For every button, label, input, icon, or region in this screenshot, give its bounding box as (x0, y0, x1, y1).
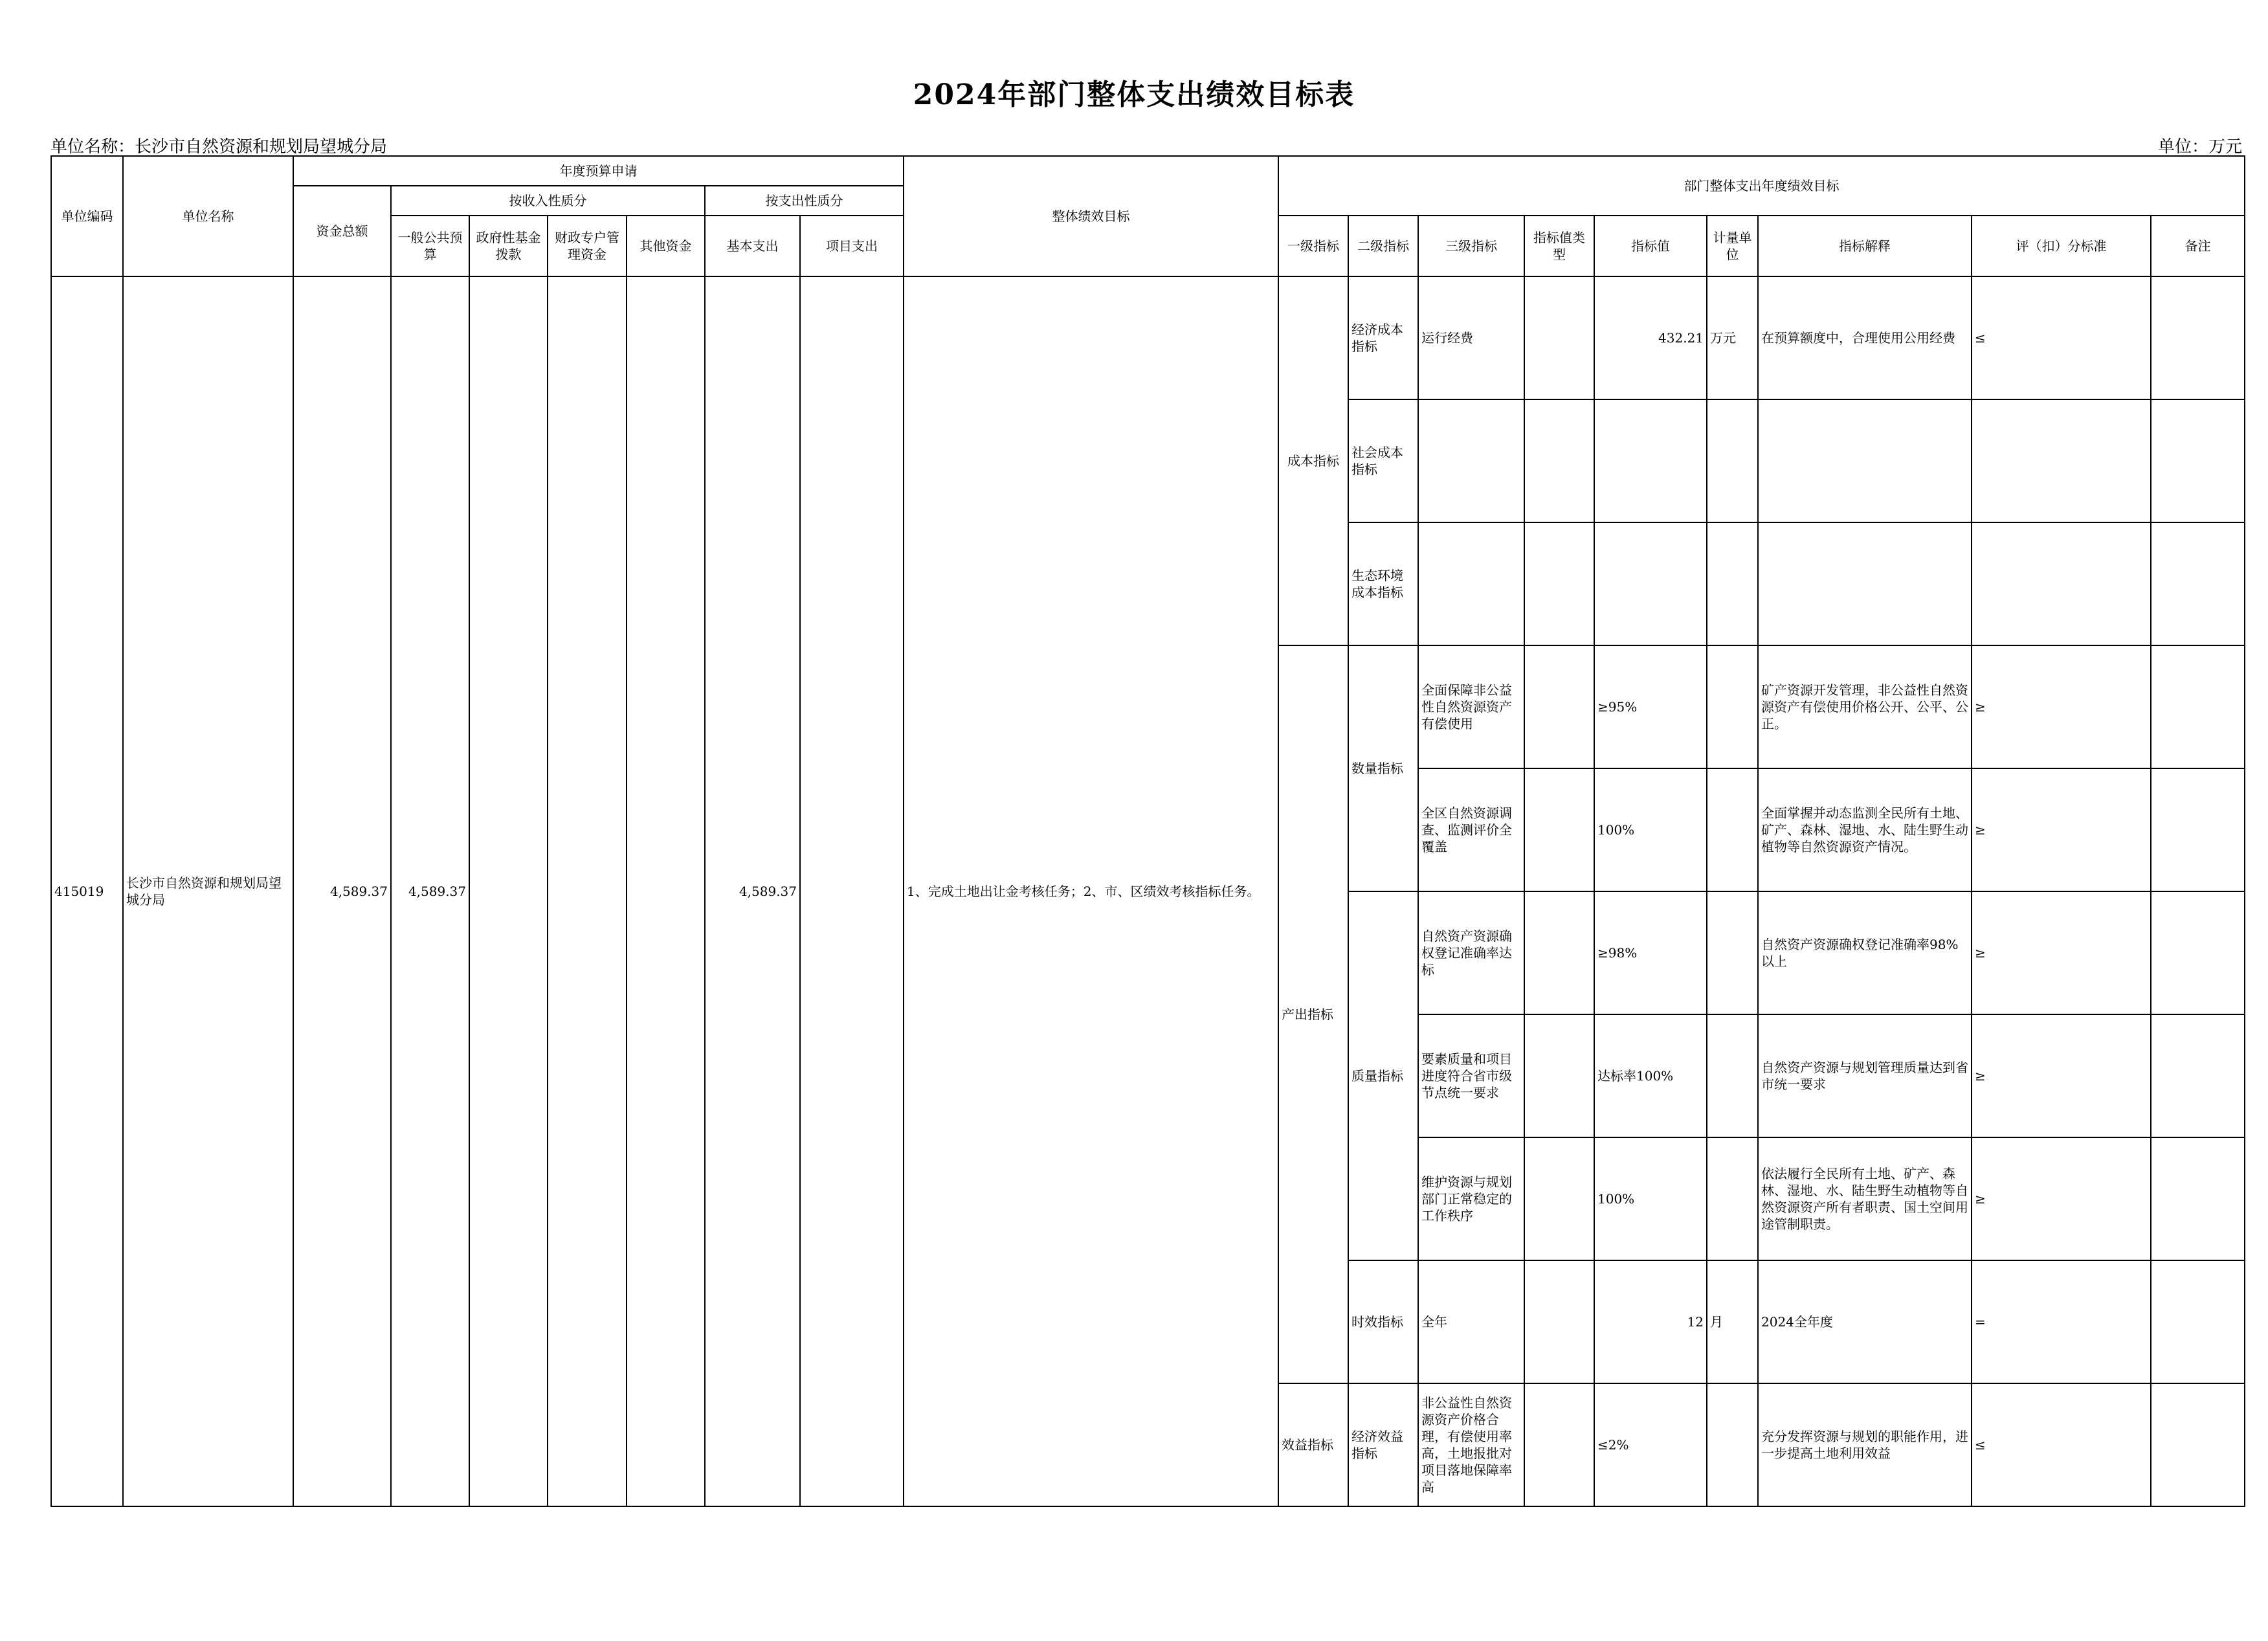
gov-fund-cell (469, 276, 548, 1506)
subgroup-economic-cost: 经济成本指标 (1348, 276, 1418, 399)
header-by-income: 按收入性质分 (391, 186, 705, 216)
table-row (51, 276, 2245, 399)
indicator-remarks (2151, 1137, 2245, 1260)
indicator-level3: 全面保障非公益性自然资源资产有偿使用 (1418, 645, 1524, 768)
indicator-scoring: ≥ (1972, 891, 2151, 1014)
indicator-scoring: ≥ (1972, 1137, 2151, 1260)
performance-table (50, 155, 2245, 1507)
header-special-mgmt: 财政专户管理资金 (548, 216, 627, 276)
indicator-value: ≥98% (1594, 891, 1707, 1014)
indicator-unit (1707, 645, 1758, 768)
indicator-unit (1707, 1014, 1758, 1137)
indicator-remarks (2151, 276, 2245, 399)
header-scoring: 评（扣）分标准 (1972, 216, 2151, 276)
group-output: 产出指标 (1278, 645, 1348, 1383)
indicator-type (1524, 1137, 1594, 1260)
unit-name-cell: 长沙市自然资源和规划局望城分局 (123, 276, 293, 1506)
group-cost: 成本指标 (1278, 276, 1348, 645)
overall-goal-cell: 1、完成土地出让金考核任务；2、市、区绩效考核指标任务。 (904, 276, 1278, 1506)
indicator-remarks (2151, 891, 2245, 1014)
indicator-remarks (2151, 645, 2245, 768)
header-explanation: 指标解释 (1758, 216, 1972, 276)
header-measure-unit: 计量单位 (1707, 216, 1758, 276)
indicator-type (1524, 1260, 1594, 1383)
special-mgmt-cell (548, 276, 627, 1506)
indicator-scoring: ≤ (1972, 1383, 2151, 1506)
indicator-explanation: 矿产资源开发管理，非公益性自然资源资产有偿使用价格公开、公平、公正。 (1758, 645, 1972, 768)
indicator-unit (1707, 768, 1758, 891)
indicator-level3: 自然资产资源确权登记准确率达标 (1418, 891, 1524, 1014)
subgroup-eco-cost: 生态环境成本指标 (1348, 522, 1418, 645)
subgroup-quantity: 数量指标 (1348, 645, 1418, 891)
indicator-value: 100% (1594, 1137, 1707, 1260)
header-dept-goal: 部门整体支出年度绩效目标 (1278, 156, 2245, 216)
header-level3: 三级指标 (1418, 216, 1524, 276)
indicator-unit (1707, 891, 1758, 1014)
indicator-type (1524, 645, 1594, 768)
indicator-unit: 万元 (1707, 276, 1758, 399)
subgroup-timeliness: 时效指标 (1348, 1260, 1418, 1383)
unit-name-line: 单位名称：长沙市自然资源和规划局望城分局 (50, 137, 388, 157)
indicator-scoring: ≥ (1972, 768, 2151, 891)
indicator-level3: 全区自然资源调查、监测评价全覆盖 (1418, 768, 1524, 891)
project-expense-cell (800, 276, 904, 1506)
indicator-remarks (2151, 768, 2245, 891)
indicator-level3: 要素质量和项目进度符合省市级节点统一要求 (1418, 1014, 1524, 1137)
subgroup-social-cost: 社会成本指标 (1348, 399, 1418, 522)
indicator-type (1524, 1383, 1594, 1506)
header-unit-name: 单位名称 (123, 156, 293, 276)
indicator-scoring: = (1972, 1260, 2151, 1383)
header-basic-expense: 基本支出 (705, 216, 800, 276)
indicator-type (1524, 768, 1594, 891)
indicator-explanation: 依法履行全民所有土地、矿产、森林、湿地、水、陆生野生动植物等自然资源资产所有者职责、国土空间用途管制职责。 (1758, 1137, 1972, 1260)
indicator-unit (1707, 1383, 1758, 1506)
header-level2: 二级指标 (1348, 216, 1418, 276)
indicator-type (1524, 1014, 1594, 1137)
indicator-value: 12 (1594, 1260, 1707, 1383)
indicator-explanation: 全面掌握并动态监测全民所有土地、矿产、森林、湿地、水、陆生野生动植物等自然资源资产情况。 (1758, 768, 1972, 891)
indicator-unit (1707, 1137, 1758, 1260)
header-other-funds: 其他资金 (627, 216, 705, 276)
header-indicator-value: 指标值 (1594, 216, 1707, 276)
indicator-explanation: 自然资产资源确权登记准确率98%以上 (1758, 891, 1972, 1014)
header-indicator-type: 指标值类型 (1524, 216, 1594, 276)
header-general-public: 一般公共预算 (391, 216, 469, 276)
header-total-funds: 资金总额 (293, 186, 391, 276)
indicator-scoring: ≤ (1972, 276, 2151, 399)
indicator-explanation: 在预算额度中，合理使用公用经费 (1758, 276, 1972, 399)
subgroup-economic-benefit: 经济效益指标 (1348, 1383, 1418, 1506)
header-overall-goal: 整体绩效目标 (904, 156, 1278, 276)
unit-code-cell: 415019 (51, 276, 123, 1506)
header-annual-budget: 年度预算申请 (293, 156, 904, 186)
indicator-level3: 维护资源与规划部门正常稳定的工作秩序 (1418, 1137, 1524, 1260)
indicator-level3: 非公益性自然资源资产价格合理，有偿使用率高，土地报批对项目落地保障率高 (1418, 1383, 1524, 1506)
indicator-value: ≤2% (1594, 1383, 1707, 1506)
indicator-explanation: 充分发挥资源与规划的职能作用，进一步提高土地利用效益 (1758, 1383, 1972, 1506)
indicator-type (1524, 891, 1594, 1014)
indicator-scoring: ≥ (1972, 1014, 2151, 1137)
header-by-expense: 按支出性质分 (705, 186, 904, 216)
header-remarks: 备注 (2151, 216, 2245, 276)
indicator-value: ≥95% (1594, 645, 1707, 768)
subgroup-quality: 质量指标 (1348, 891, 1418, 1260)
indicator-level3: 运行经费 (1418, 276, 1524, 399)
header-unit-code: 单位编码 (51, 156, 123, 276)
indicator-value: 达标率100% (1594, 1014, 1707, 1137)
indicator-value: 100% (1594, 768, 1707, 891)
indicator-unit: 月 (1707, 1260, 1758, 1383)
currency-unit-label: 单位：万元 (2157, 137, 2242, 157)
indicator-remarks (2151, 1014, 2245, 1137)
indicator-remarks (2151, 1383, 2245, 1506)
page-title: 2024年部门整体支出绩效目标表 (913, 78, 1355, 111)
basic-expense-cell: 4,589.37 (705, 276, 800, 1506)
indicator-level3: 全年 (1418, 1260, 1524, 1383)
indicator-remarks (2151, 1260, 2245, 1383)
general-public-cell: 4,589.37 (391, 276, 469, 1506)
header-project-expense: 项目支出 (800, 216, 904, 276)
indicator-type (1524, 276, 1594, 399)
indicator-explanation: 自然资产资源与规划管理质量达到省市统一要求 (1758, 1014, 1972, 1137)
indicator-value: 432.21 (1594, 276, 1707, 399)
header-gov-fund: 政府性基金拨款 (469, 216, 548, 276)
header-level1: 一级指标 (1278, 216, 1348, 276)
other-funds-cell (627, 276, 705, 1506)
group-benefit: 效益指标 (1278, 1383, 1348, 1506)
total-funds-cell: 4,589.37 (293, 276, 391, 1506)
indicator-scoring: ≥ (1972, 645, 2151, 768)
indicator-explanation: 2024全年度 (1758, 1260, 1972, 1383)
